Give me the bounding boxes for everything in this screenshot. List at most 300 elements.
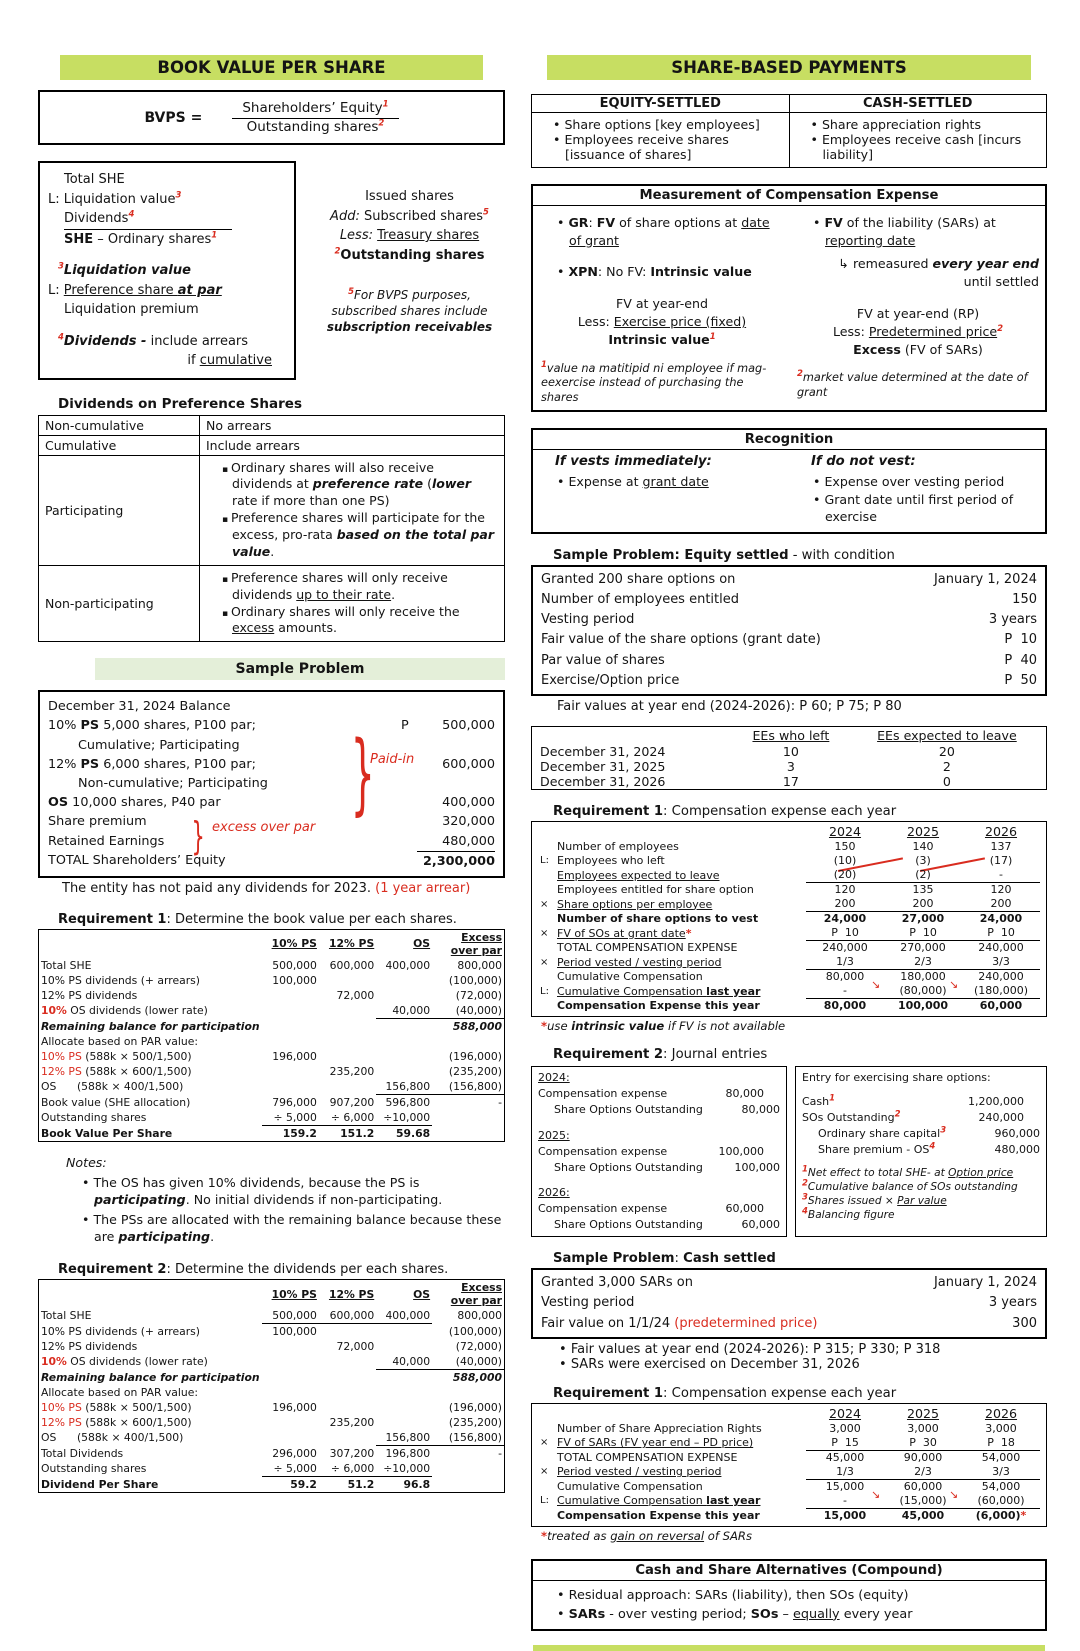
cell: 800,000 bbox=[457, 1309, 502, 1323]
line-text: at par bbox=[177, 282, 222, 298]
line bbox=[314, 246, 505, 266]
cell: 3 years bbox=[988, 612, 1037, 628]
line-text: reporting date bbox=[825, 232, 916, 248]
footnote-marker: 1 bbox=[211, 230, 218, 241]
line-text: L: Liquidation value bbox=[48, 191, 176, 207]
operator: L: bbox=[540, 1495, 549, 1507]
line-text: Add: bbox=[330, 208, 360, 224]
line-text: cumulative bbox=[199, 353, 272, 368]
line-text: Cumulative balance of SOs outstanding bbox=[807, 1180, 1018, 1193]
row-label: Remaining balance for participation bbox=[41, 1370, 260, 1384]
operator bbox=[538, 998, 555, 1013]
line-text: PS bbox=[80, 756, 100, 772]
line-text: participating bbox=[94, 1192, 186, 1208]
cell: 307,200 bbox=[329, 1446, 375, 1460]
table-row bbox=[48, 716, 495, 735]
list-item bbox=[82, 1174, 505, 1209]
row-label: Period vested / vesting period bbox=[557, 955, 722, 969]
cell: (72,000) bbox=[455, 988, 502, 1002]
table-row bbox=[39, 1034, 505, 1049]
credit-amount: 480,000 bbox=[994, 1142, 1040, 1156]
line-text: include arrears bbox=[146, 333, 249, 349]
cell: 200 bbox=[884, 897, 962, 912]
cell: 156,800 bbox=[376, 1430, 432, 1446]
cell: - bbox=[806, 984, 884, 999]
cell: 59.2 bbox=[290, 1478, 317, 1492]
cash-measurement bbox=[789, 206, 1045, 410]
row-label: Outstanding shares bbox=[41, 1462, 147, 1476]
table-row bbox=[39, 1400, 505, 1415]
line-text: (FV of SARs) bbox=[900, 342, 983, 357]
cell: 60,000 bbox=[979, 999, 1023, 1013]
list-item bbox=[222, 460, 498, 511]
line-text: preference rate bbox=[312, 476, 424, 492]
row-label: Compensation Expense this year bbox=[557, 999, 760, 1013]
operator bbox=[538, 1508, 555, 1523]
column-header: 2025 bbox=[906, 1406, 940, 1422]
cell: (235,200) bbox=[448, 1064, 502, 1078]
cell: Non-cumulative bbox=[39, 415, 200, 435]
footnote bbox=[802, 1166, 1040, 1180]
footnote-1 bbox=[541, 359, 783, 406]
footnote-marker: 1 bbox=[829, 1093, 836, 1104]
table-row bbox=[541, 570, 1037, 590]
footnote-marker: 4 bbox=[802, 1206, 808, 1217]
cell-value: (180,000) bbox=[973, 984, 1029, 998]
cell: 2/3 bbox=[884, 955, 962, 970]
cash-compensation-table bbox=[531, 1403, 1047, 1527]
line-text: Intrinsic value bbox=[650, 264, 752, 280]
row-label bbox=[541, 1314, 1012, 1334]
cell: (100,000) bbox=[448, 973, 502, 987]
list-item bbox=[557, 1605, 1037, 1624]
line bbox=[541, 331, 783, 349]
line-text: The entity has not paid any dividends for 2023. bbox=[62, 880, 376, 896]
cell: (100,000) bbox=[448, 1324, 502, 1338]
list-item: • Employees receive cash [incurs liability] bbox=[811, 132, 1042, 162]
row-label: 12% PS dividends bbox=[41, 1340, 138, 1354]
operator: × bbox=[540, 1466, 549, 1478]
row-label: Cumulative; Participating bbox=[78, 737, 240, 753]
line-text: Outstanding shares bbox=[340, 247, 485, 263]
footnote-marker: 4 bbox=[58, 332, 64, 343]
list-item bbox=[82, 1211, 505, 1246]
cell: 24,000 bbox=[979, 912, 1023, 926]
list-item bbox=[222, 510, 498, 561]
cell: 907,200 bbox=[329, 1095, 375, 1109]
line bbox=[48, 332, 286, 352]
footnote-marker: 4 bbox=[929, 1140, 936, 1151]
table-row bbox=[541, 610, 1037, 630]
line-text: 10,000 shares, P40 par bbox=[68, 795, 221, 811]
line-text: The OS has given 10% dividends, because the PS is bbox=[93, 1174, 420, 1190]
table-row bbox=[39, 1354, 505, 1370]
list-item: • Share options [key employees] bbox=[553, 117, 784, 132]
intrinsic-value-note bbox=[541, 1019, 1047, 1033]
formula-fraction bbox=[232, 100, 398, 135]
heading-bold: Sample Problem bbox=[553, 1251, 675, 1267]
account-text: Share premium - OS bbox=[818, 1142, 930, 1156]
line-text: Excess bbox=[853, 342, 901, 357]
cell: (17) bbox=[989, 854, 1013, 868]
footnote-marker: 1 bbox=[709, 332, 716, 343]
table-row bbox=[39, 1064, 505, 1079]
employees-left-table bbox=[531, 726, 1047, 790]
underlined-run bbox=[64, 209, 232, 230]
operator: × bbox=[540, 898, 549, 910]
line: subscription receivables bbox=[326, 320, 493, 335]
line bbox=[314, 287, 505, 303]
row-label bbox=[48, 755, 401, 774]
cell: 3 bbox=[786, 758, 795, 774]
table-row bbox=[39, 1461, 505, 1477]
table-row bbox=[538, 1436, 1040, 1451]
row-label-accent: 12% PS bbox=[41, 1416, 82, 1430]
cell: 150 bbox=[834, 840, 856, 854]
table-row bbox=[538, 940, 1040, 955]
line-text: 12% bbox=[48, 756, 81, 772]
table-row bbox=[538, 1508, 1040, 1523]
entry-year: 2024: bbox=[538, 1070, 570, 1084]
cell: ÷ 5,000 bbox=[262, 1110, 319, 1126]
journal-line bbox=[538, 1086, 780, 1102]
credit-amount: 80,000 bbox=[741, 1102, 780, 1116]
line-text: if FV is not available bbox=[664, 1018, 786, 1033]
box-title: Entry for exercising share options: bbox=[802, 1070, 991, 1084]
row-label-accent: 10% PS bbox=[41, 1401, 82, 1415]
line-text: date of grant bbox=[569, 215, 770, 248]
underlined-run bbox=[64, 283, 222, 298]
equity-measurement bbox=[533, 206, 789, 410]
cell: 0 bbox=[942, 773, 951, 789]
table-row bbox=[39, 1003, 505, 1019]
line-text: every year end bbox=[932, 256, 1039, 272]
table-row bbox=[39, 1049, 505, 1064]
credit-amount: 60,000 bbox=[741, 1218, 780, 1232]
account: Compensation expense bbox=[538, 1144, 668, 1158]
line bbox=[48, 261, 286, 281]
cell: 10 bbox=[782, 743, 799, 759]
operator bbox=[538, 1450, 555, 1465]
exercise-entry-box bbox=[795, 1066, 1047, 1237]
line-text: of share options at bbox=[615, 215, 742, 230]
she-computation-section bbox=[38, 161, 505, 380]
line-text: . bbox=[270, 543, 275, 559]
row-label: December 31, 2025 bbox=[540, 758, 666, 774]
table-row bbox=[39, 1018, 505, 1034]
heading-bold: Sample Problem: Equity settled bbox=[553, 548, 789, 563]
cell: 480,000 bbox=[442, 833, 495, 849]
next-section-header-bar bbox=[533, 1645, 1045, 1651]
operator: L: bbox=[540, 985, 549, 997]
footnote-marker: 3 bbox=[58, 261, 64, 272]
line-text: 10% bbox=[48, 718, 81, 734]
arrow-icon: ↘ bbox=[949, 977, 959, 991]
cell: (72,000) bbox=[455, 1340, 502, 1354]
table-row bbox=[39, 1079, 505, 1095]
line-text: . bbox=[210, 1229, 215, 1245]
row-label bbox=[39, 1400, 262, 1415]
column-header: 10% PS bbox=[271, 937, 317, 951]
heading-rest: - with condition bbox=[788, 548, 895, 563]
account: Compensation expense bbox=[538, 1202, 668, 1216]
line-text: – Ordinary shares bbox=[93, 231, 212, 247]
column-header: EEs who left bbox=[752, 727, 830, 743]
cell: P 10 bbox=[884, 926, 962, 941]
row-label: December 31, 2026 bbox=[540, 773, 666, 789]
cell: 100,000 bbox=[272, 973, 317, 987]
table-row bbox=[538, 1494, 1040, 1509]
line-text: The PSs are allocated with the remaining balance because these are bbox=[93, 1211, 502, 1245]
line-text: Predetermined price bbox=[868, 323, 998, 339]
heading-rest: : Journal entries bbox=[663, 1046, 768, 1062]
line-text: Intrinsic value bbox=[608, 332, 710, 348]
arrow-icon: ↘ bbox=[949, 1487, 959, 1501]
line-text: intrinsic value bbox=[571, 1018, 665, 1033]
row-label: Employees entitled for share option bbox=[557, 883, 754, 897]
footnote-marker: 1 bbox=[382, 99, 389, 110]
cell: 200 bbox=[806, 897, 884, 912]
cell: No arrears bbox=[200, 415, 505, 435]
table-row bbox=[538, 854, 1040, 868]
row-label: 10% PS dividends (+ arrears) bbox=[41, 973, 201, 987]
table-row bbox=[39, 1110, 505, 1126]
account bbox=[802, 1094, 962, 1110]
cell: 320,000 bbox=[442, 814, 495, 830]
cell: 135 bbox=[912, 883, 934, 897]
credit-amount: 100,000 bbox=[734, 1160, 780, 1174]
debit-amount: 60,000 bbox=[725, 1202, 764, 1216]
cell: 156,800 bbox=[376, 1079, 432, 1095]
line: Issued shares bbox=[365, 189, 454, 204]
line: Liquidation premium bbox=[64, 302, 199, 317]
table-row bbox=[39, 1339, 505, 1354]
row-label-accent: 10% PS bbox=[41, 1049, 82, 1063]
cell: 40,000 bbox=[376, 1003, 432, 1019]
list-item: • Residual approach: SARs (liability), then SOs (equity) bbox=[557, 1586, 1037, 1605]
footnote-marker: 5 bbox=[483, 207, 489, 218]
line-text: based on the total par value bbox=[232, 527, 495, 559]
footnote-marker: * bbox=[541, 1018, 548, 1033]
cell: 588,000 bbox=[452, 1371, 502, 1385]
line-text: equally bbox=[792, 1606, 840, 1622]
line-text: . bbox=[391, 586, 396, 602]
cell: ÷ 5,000 bbox=[262, 1461, 319, 1477]
row-label: Book value (SHE allocation) bbox=[41, 1095, 191, 1109]
cell: 596,800 bbox=[385, 1095, 431, 1109]
line-text: excess bbox=[232, 620, 275, 636]
cell: 151.2 bbox=[340, 1126, 375, 1140]
cell: 54,000 bbox=[981, 1480, 1021, 1494]
cell: Non-participating bbox=[39, 565, 200, 642]
line-text: Less: bbox=[577, 314, 614, 330]
cell: 2/3 bbox=[884, 1465, 962, 1480]
row-label-accent: 10% bbox=[41, 1355, 67, 1369]
line-text: participating bbox=[118, 1229, 211, 1245]
table-row bbox=[39, 1308, 505, 1324]
cell: 300 bbox=[1012, 1315, 1037, 1331]
table-row bbox=[538, 1422, 1040, 1436]
numerator-text: Shareholders’ Equity bbox=[242, 100, 383, 116]
table-row bbox=[541, 590, 1037, 610]
cell: 159.2 bbox=[282, 1126, 317, 1140]
cell: 150 bbox=[1012, 592, 1037, 608]
cell: 140 bbox=[912, 840, 934, 854]
column-header: 2024 bbox=[828, 824, 862, 840]
operator: × bbox=[540, 927, 549, 939]
table-row bbox=[541, 1293, 1037, 1313]
row-label bbox=[39, 1415, 262, 1430]
line-text: . No initial dividends if non-participating. bbox=[185, 1192, 443, 1208]
cell: 15,000 bbox=[825, 1480, 865, 1494]
cell: 3,000 bbox=[985, 1422, 1017, 1436]
account: Share Options Outstanding bbox=[554, 1102, 703, 1116]
line-text: Shares issued × bbox=[807, 1195, 898, 1208]
cell: 800,000 bbox=[457, 958, 502, 972]
table-row bbox=[532, 726, 1047, 744]
row-label: Allocate based on PAR value: bbox=[41, 1034, 199, 1048]
cash-problem-box bbox=[531, 1268, 1047, 1338]
account: Share Options Outstanding bbox=[554, 1160, 703, 1174]
cell: 600,000 bbox=[319, 1308, 376, 1324]
remeasured-note bbox=[797, 255, 1039, 290]
column-header: 2025 bbox=[906, 824, 940, 840]
footnote-marker: * bbox=[1020, 1509, 1027, 1523]
line bbox=[541, 313, 783, 331]
heading-rest: : Compensation expense each year bbox=[663, 803, 897, 819]
cell: 196,000 bbox=[272, 1401, 317, 1415]
heading-bold: Requirement 2 bbox=[553, 1046, 664, 1062]
table-row bbox=[538, 984, 1040, 999]
row-label: Granted 3,000 SARs on bbox=[541, 1275, 693, 1291]
footnote-marker: * bbox=[541, 1528, 548, 1543]
cell bbox=[200, 455, 505, 565]
column-header: 2024 bbox=[828, 1406, 862, 1422]
cell: 600,000 bbox=[442, 756, 495, 772]
cell: P 10 bbox=[806, 926, 884, 941]
table-row bbox=[541, 1314, 1037, 1334]
row-label: Dividend Per Share bbox=[41, 1477, 159, 1491]
book-value-table bbox=[38, 929, 505, 1142]
intrinsic-value-computation bbox=[541, 295, 783, 350]
cell: P 18 bbox=[962, 1436, 1040, 1451]
line bbox=[48, 281, 286, 301]
sar-excess-computation bbox=[797, 305, 1039, 360]
compound-box bbox=[531, 1559, 1047, 1631]
row-label: Retained Earnings bbox=[48, 833, 165, 849]
line-text: Dividends bbox=[64, 211, 129, 226]
do-not-vest bbox=[789, 450, 1045, 532]
footnote-marker: 1 bbox=[802, 1164, 808, 1174]
list-item bbox=[222, 570, 498, 604]
table-row bbox=[538, 911, 1040, 926]
journal-line bbox=[802, 1126, 1040, 1142]
row-label: OS (588k × 400/1,500) bbox=[41, 1080, 184, 1094]
row-label bbox=[48, 793, 401, 812]
line bbox=[314, 207, 505, 227]
row-label: Par value of shares bbox=[541, 652, 665, 668]
cell: 196,000 bbox=[272, 1049, 317, 1063]
operator bbox=[538, 868, 555, 883]
column-header: 10% PS bbox=[271, 1287, 317, 1301]
footnote bbox=[802, 1208, 1040, 1222]
formula-lhs: BVPS = bbox=[144, 109, 203, 126]
heading-rest: : Determine the dividends per each shares. bbox=[166, 1262, 449, 1278]
cell: 90,000 bbox=[903, 1451, 943, 1465]
journal-line bbox=[538, 1144, 780, 1160]
line bbox=[48, 351, 286, 371]
row-label: Vesting period bbox=[541, 612, 635, 628]
line-text: Fair value on 1/1/24 bbox=[541, 1315, 675, 1331]
sample-problem-header: Sample Problem bbox=[95, 658, 505, 680]
cell: 400,000 bbox=[385, 958, 431, 972]
cell-value: (15,000) bbox=[899, 1494, 947, 1508]
cell: 24,000 bbox=[823, 912, 867, 926]
debit-amount: 240,000 bbox=[978, 1110, 1024, 1124]
line-text: Less: bbox=[339, 228, 373, 243]
row-label: Non-cumulative; Participating bbox=[78, 776, 268, 791]
row-label: Granted 200 share options on bbox=[541, 572, 736, 587]
cell: ÷ 6,000 bbox=[319, 1461, 376, 1477]
line-text: XPN bbox=[568, 264, 598, 280]
table-row bbox=[39, 1477, 505, 1493]
line-text: value na matitipid ni employee if mag-eexercise instead of purchasing the shares bbox=[541, 361, 767, 404]
table-row bbox=[39, 1430, 505, 1446]
requirement-1-cash-heading bbox=[553, 1386, 1047, 1401]
row-label bbox=[557, 985, 760, 998]
row-label: Total Dividends bbox=[41, 1446, 124, 1460]
table-row bbox=[48, 755, 495, 774]
entry-year: 2026: bbox=[538, 1186, 570, 1200]
table-row bbox=[39, 958, 505, 973]
list-item: • Grant date until first period of exercise bbox=[813, 491, 1039, 526]
line-text: FV bbox=[824, 215, 843, 230]
debit-amount: 80,000 bbox=[725, 1086, 764, 1100]
line-text: Exercise price (fixed) bbox=[613, 314, 747, 330]
table-row bbox=[538, 998, 1040, 1013]
line bbox=[48, 190, 286, 210]
cell: 235,200 bbox=[329, 1416, 375, 1430]
cell: 45,000 bbox=[901, 1509, 945, 1523]
cell: 240,000 bbox=[978, 941, 1024, 955]
she-computation-box bbox=[38, 161, 296, 380]
line-text: lower bbox=[431, 476, 472, 492]
operator bbox=[538, 1479, 555, 1494]
cell: P 15 bbox=[806, 1436, 884, 1451]
journal-line bbox=[538, 1217, 780, 1233]
cell: 1/3 bbox=[806, 1465, 884, 1480]
table-row bbox=[48, 697, 495, 716]
list-item bbox=[813, 214, 1039, 249]
line-text: – bbox=[778, 1606, 793, 1622]
table-row bbox=[39, 988, 505, 1003]
row-label: Allocate based on PAR value: bbox=[41, 1386, 199, 1400]
row-label: Share premium bbox=[48, 814, 147, 830]
cell: 45,000 bbox=[825, 1451, 865, 1465]
line-text: SARs bbox=[568, 1606, 606, 1622]
cell bbox=[789, 113, 1047, 168]
footnote-5 bbox=[314, 287, 505, 336]
row-label: TOTAL COMPENSATION EXPENSE bbox=[557, 941, 738, 955]
line-text: SHE bbox=[64, 231, 94, 247]
cell: 240,000 bbox=[822, 941, 868, 955]
cell-value: (80,000) bbox=[899, 984, 947, 998]
balance-box bbox=[38, 690, 505, 878]
table-row bbox=[541, 651, 1037, 671]
table-row bbox=[532, 113, 1047, 168]
row-label: TOTAL COMPENSATION EXPENSE bbox=[557, 1450, 738, 1464]
vests-immediately bbox=[533, 450, 789, 532]
